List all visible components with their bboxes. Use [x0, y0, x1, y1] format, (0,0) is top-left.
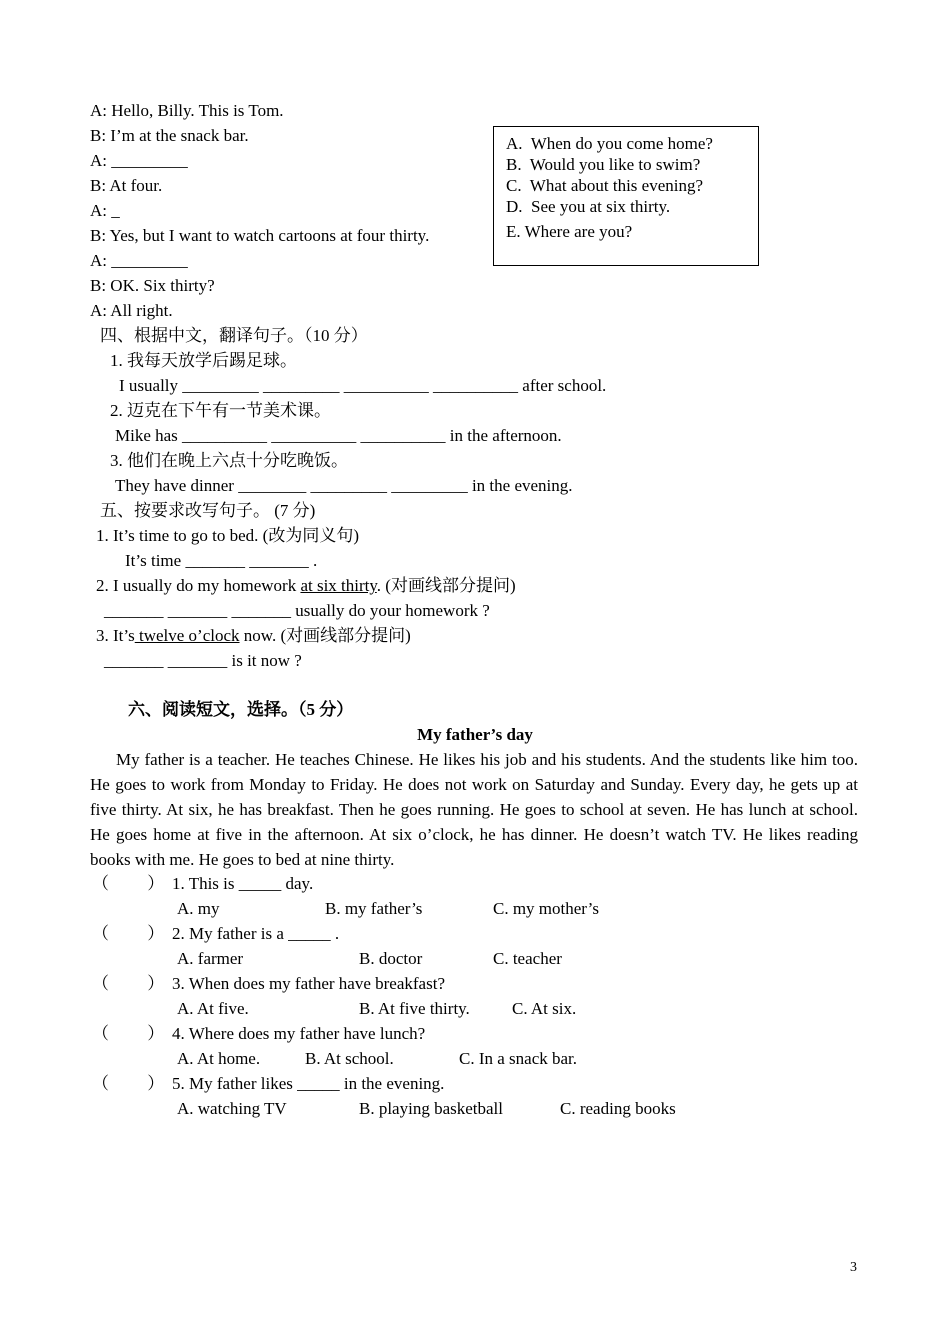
answer-paren: （ ）	[92, 1074, 165, 1093]
options-box	[493, 126, 759, 266]
choice-b: B. doctor	[359, 949, 423, 968]
answer-paren: （ ）	[92, 974, 165, 993]
choice-a: A. farmer	[177, 949, 244, 968]
section5-q2: 2. I usually do my homework at six thirty. (对画线部分提问)	[96, 576, 516, 595]
section5-a1: It’s time _______ _______ .	[125, 551, 318, 570]
answer-paren: （ ）	[92, 924, 165, 943]
dialogue-line: B: OK. Six thirty?	[90, 276, 215, 295]
dialogue-line: B: At four.	[90, 176, 163, 195]
choice-a: A. At home.	[177, 1049, 261, 1068]
section4-cn: 1. 我每天放学后踢足球。	[110, 351, 297, 370]
dialogue-line: A: All right.	[90, 301, 173, 320]
question-text: 4. Where does my father have lunch?	[172, 1024, 426, 1043]
question-text: 5. My father likes _____ in the evening.	[172, 1074, 445, 1093]
section6-heading: 六、阅读短文，选择。（5 分）	[128, 700, 354, 719]
section5-a2: _______ _______ _______ usually do your homework ?	[104, 601, 490, 620]
page-number: 3	[850, 1260, 857, 1275]
passage-title: My father’s day	[417, 725, 533, 744]
question-text: 1. This is _____ day.	[172, 874, 314, 893]
choice-a: A. my	[177, 899, 220, 918]
choice-a: A. At five.	[177, 999, 249, 1018]
answer-paren: （ ）	[92, 874, 165, 893]
dialogue-line: B: I’m at the snack bar.	[90, 126, 249, 145]
section4-cn: 2. 迈克在下午有一节美术课。	[110, 401, 331, 420]
section5-q3: 3. It’s twelve o’clock now. (对画线部分提问)	[96, 626, 411, 645]
choice-c: C. In a snack bar.	[459, 1049, 578, 1068]
section4-heading: 四、根据中文，翻译句子。（10 分）	[100, 326, 368, 345]
choice-c: C. At six.	[512, 999, 577, 1018]
choice-a: A. watching TV	[177, 1099, 287, 1118]
choice-c: C. reading books	[560, 1099, 676, 1118]
section5-a3: _______ _______ is it now ?	[104, 651, 302, 670]
section5-q1: 1. It’s time to go to bed. (改为同义句)	[96, 526, 360, 545]
passage-text: My father is a teacher. He teaches Chinese. He likes his job and his students. And the students like him too. He goes to work from Monday to Friday. He does not work on Saturday and Sunday. Every day, he gets up at five thirty. At six, he has breakfast. Then he goes running. He goes to school at seven. He has lunch at school. He goes home at five in the afternoon. At six o’clock, he has dinner. He doesn’t watch TV. He likes reading books with me. He goes to bed at nine thirty.	[90, 750, 858, 869]
option-item: E. Where are you?	[506, 222, 633, 241]
section4-en: They have dinner ________ _________ _________ in the evening.	[115, 476, 573, 495]
choice-b: B. At five thirty.	[359, 999, 470, 1018]
answer-paren: （ ）	[92, 1024, 165, 1043]
section4-cn: 3. 他们在晚上六点十分吃晚饭。	[110, 451, 348, 470]
dialogue-line: A: Hello, Billy. This is Tom.	[90, 101, 284, 120]
option-item: A. When do you come home?	[506, 134, 713, 153]
option-item: C. What about this evening?	[506, 176, 704, 195]
section5-heading: 五、按要求改写句子。 (7 分)	[100, 501, 316, 520]
dialogue-line: A: _________	[90, 151, 188, 170]
option-item: D. See you at six thirty.	[506, 197, 671, 216]
choice-b: B. my father’s	[325, 899, 423, 918]
choice-b: B. At school.	[305, 1049, 394, 1068]
option-item: B. Would you like to swim?	[506, 155, 701, 174]
choice-c: C. teacher	[493, 949, 562, 968]
section4-en: Mike has __________ __________ __________ in the afternoon.	[115, 426, 562, 445]
dialogue-line: A: _________	[90, 251, 188, 270]
section4-en: I usually _________ _________ __________ __________ after school.	[119, 376, 607, 395]
question-text: 2. My father is a _____ .	[172, 924, 340, 943]
question-text: 3. When does my father have breakfast?	[172, 974, 445, 993]
choice-b: B. playing basketball	[359, 1099, 504, 1118]
choice-c: C. my mother’s	[493, 899, 599, 918]
dialogue-line: B: Yes, but I want to watch cartoons at four thirty.	[90, 226, 430, 245]
dialogue-line: A: _	[90, 201, 120, 220]
